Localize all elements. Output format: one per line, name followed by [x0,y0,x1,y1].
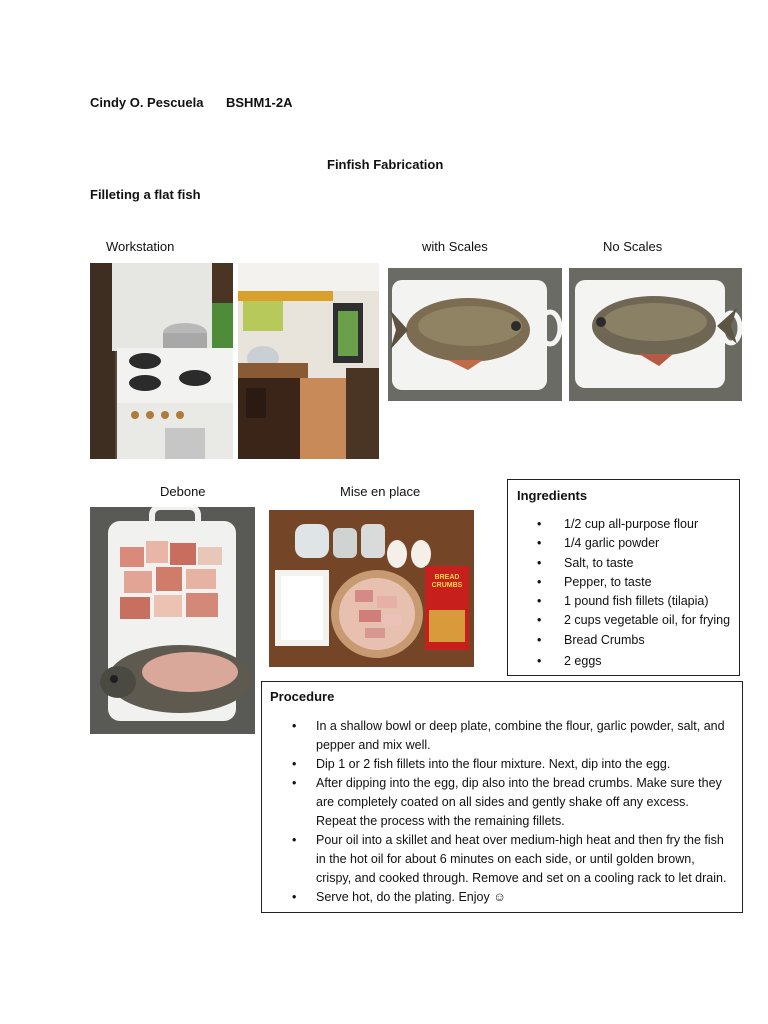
procedure-list [270,717,730,907]
caption-workstation: Workstation [106,239,175,254]
ingredients-list [517,515,730,671]
procedure-step: • After dipping into the egg, dip also into the bread crumbs. Make sure they are completely coated on all sides and gently shake off any excess. Repeat the process with the remaining fillets. [270,774,730,831]
student-section: BSHM1-2A [226,95,293,110]
ingredients-box [507,479,740,676]
fish-with-scales-photo [388,268,562,401]
workstation-stove-photo [90,263,233,459]
workstation-kitchen-photo [238,263,379,459]
ingredient-item: • Pepper, to taste [517,573,730,592]
procedure-step: • Pour oil into a skillet and heat over medium-high heat and then fry the fish in the hot oil for about 6 minutes on each side, or until golden brown, crispy, and cooked through. Remove and set on a cooling rack to let drain. [270,831,730,888]
bread-crumbs-label: BREAD CRUMBS [431,574,463,589]
ingredient-item: • Salt, to taste [517,554,730,573]
procedure-step: • In a shallow bowl or deep plate, combine the flour, garlic powder, salt, and pepper and mix well. [270,717,730,755]
ingredient-item: • Bread Crumbs [517,631,730,650]
fish-no-scales-photo [569,268,742,401]
caption-with-scales: with Scales [422,239,488,254]
ingredient-item: • 1 pound fish fillets (tilapia) [517,592,730,611]
procedure-step: • Serve hot, do the plating. Enjoy ☺ [270,888,730,907]
page-subtitle: Filleting a flat fish [90,187,201,202]
procedure-title: Procedure [270,689,335,704]
debone-photo [90,507,255,734]
ingredient-item: • 1/2 cup all-purpose flour [517,515,730,534]
caption-debone: Debone [160,484,206,499]
ingredient-item: • 1/4 garlic powder [517,534,730,553]
student-name: Cindy O. Pescuela [90,95,204,110]
ingredient-item: • 2 cups vegetable oil, for frying [517,611,730,630]
caption-no-scales: No Scales [603,239,663,254]
procedure-box [261,681,743,913]
mise-en-place-photo [269,510,474,667]
caption-mise-en-place: Mise en place [340,484,421,499]
ingredient-item: • 2 eggs [517,652,730,671]
page-title: Finfish Fabrication [327,157,444,172]
ingredients-title: Ingredients [517,488,588,503]
procedure-step: • Dip 1 or 2 fish fillets into the flour mixture. Next, dip into the egg. [270,755,730,774]
